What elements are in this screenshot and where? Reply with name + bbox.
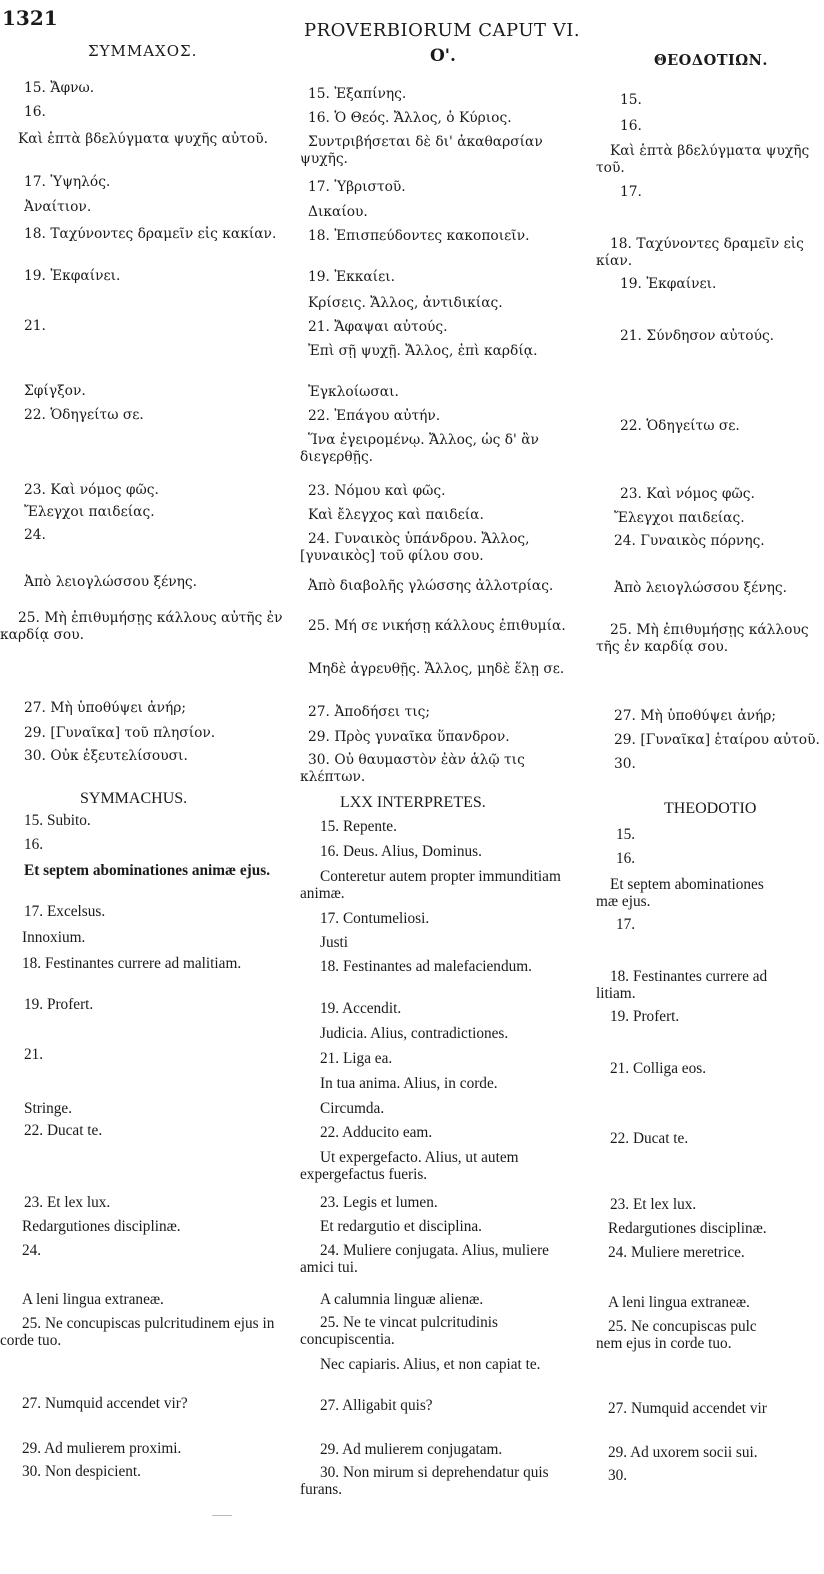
text-line: 23. Legis et lumen. (320, 1194, 438, 1211)
text-line: 15. Repente. (320, 818, 397, 835)
text-line: 17. Ὑψηλός. (24, 174, 111, 190)
text-line: Ἐπὶ σῇ ψυχῇ. Ἄλλος, ἐπὶ καρδίᾳ. (308, 343, 538, 359)
text-line: 22. Ducat te. (610, 1130, 689, 1147)
text-line: 21. (24, 318, 46, 334)
text-line: 15. (616, 826, 636, 843)
text-line: 17. Contumeliosi. (320, 910, 430, 927)
text-line: 23. Et lex lux. (24, 1194, 111, 1211)
text-line: Συντριβήσεται δὲ δι' ἀκαθαρσίαν ψυχῆς. (300, 134, 543, 167)
text-line: 22. Ὁδηγείτω σε. (24, 407, 144, 423)
text-line: A leni lingua extraneæ. (608, 1294, 750, 1311)
text-line: 23. Καὶ νόμος φῶς. (24, 482, 159, 498)
text-line: 21. Colliga eos. (610, 1060, 707, 1077)
text-line: Ἀπὸ λειογλώσσου ξένης. (24, 574, 197, 590)
text-line: 23. Καὶ νόμος φῶς. (620, 486, 755, 502)
text-line: 27. Alligabit quis? (320, 1397, 433, 1414)
text-line: Et septem abominationes (610, 876, 764, 893)
text-line: 24. Muliere conjugata. Alius, muliere amici tui. (300, 1242, 549, 1276)
text-line: 23. Et lex lux. (610, 1196, 697, 1213)
text-line: κίαν. (596, 253, 633, 269)
text-line: 24. Muliere meretrice. (608, 1244, 745, 1261)
text-line: 25. Μὴ ἐπιθυμήσῃς κάλλους (610, 622, 809, 638)
column-symmachus (0, 0, 290, 1574)
text-line: 30. Non despicient. (22, 1463, 141, 1480)
text-line: 15. Ἐξαπίνης. (308, 86, 407, 102)
text-line: Ut expergefacto. Alius, ut autem expergefactus fueris. (300, 1149, 519, 1183)
text-line: A leni lingua extraneæ. (22, 1291, 164, 1308)
text-line: Circumda. (320, 1100, 385, 1117)
column-septuagint (300, 0, 585, 1574)
text-line: 18. Festinantes ad malefaciendum. (320, 958, 532, 975)
text-line: 27. Μὴ ὑποθύψει ἀνήρ; (24, 700, 187, 716)
text-line: litiam. (596, 985, 636, 1002)
text-line: 17. Excelsus. (24, 903, 106, 920)
text-line: 25. Ne concupiscas pulcritudinem ejus in corde tuo. (0, 1315, 275, 1349)
text-line: Δικαίου. (308, 204, 368, 220)
text-line: 27. Ἀποδήσει τις; (308, 704, 431, 720)
text-line: 27. Μὴ ὑποθύψει ἀνήρ; (614, 708, 777, 724)
text-line: 18. Ταχύνοντες δραμεῖν εἰς κακίαν. (24, 226, 277, 242)
text-line: Ἀπὸ λειογλώσσου ξένης. (614, 580, 787, 596)
text-line: Nec capiaris. Alius, et non capiat te. (320, 1356, 541, 1373)
text-line: 15. (620, 92, 642, 108)
text-line: 21. Liga ea. (320, 1050, 393, 1067)
text-line: 22. Ἐπάγου αὐτήν. (308, 408, 441, 424)
text-line: In tua anima. Alius, in corde. (320, 1075, 498, 1092)
text-line: 30. (608, 1467, 628, 1484)
text-line: 25. Μή σε νικήσῃ κάλλους ἐπιθυμία. (308, 618, 566, 634)
running-title: PROVERBIORUM CAPUT VI. (304, 20, 581, 41)
text-line: Μηδὲ ἀγρευθῇς. Ἄλλος, μηδὲ ἕλῃ σε. (308, 661, 565, 677)
text-line: 22. Ὁδηγείτω σε. (620, 418, 740, 434)
text-line: Ἔλεγχοι παιδείας. (24, 504, 155, 520)
text-line: Stringe. (24, 1100, 73, 1117)
text-line: 19. Profert. (24, 996, 94, 1013)
column-heading-latin: SYMMACHUS. (80, 790, 188, 807)
text-line: 19. Accendit. (320, 1000, 402, 1017)
text-line: Ἐγκλοίωσαι. (308, 384, 399, 400)
text-line: 24. Γυναικὸς ὑπάνδρου. Ἄλλος, [γυναικὸς] τοῦ φίλου σου. (300, 531, 530, 564)
text-line: 17. (616, 916, 636, 933)
text-line: τῆς ἐν καρδίᾳ σου. (596, 639, 729, 655)
text-line: 15. Ἄφνω. (24, 80, 95, 96)
text-line: 16. (616, 850, 636, 867)
text-line: 21. (24, 1046, 44, 1063)
text-line: 18. Ἐπισπεύδοντες κακοποιεῖν. (308, 228, 530, 244)
text-line: Ἀναίτιον. (24, 199, 92, 215)
text-line: 29. [Γυναῖκα] ἑταίρου αὐτοῦ. (614, 732, 820, 748)
text-line: 16. (24, 836, 44, 853)
text-line: 16. (620, 118, 642, 134)
text-line: 17. Ὑβριστοῦ. (308, 179, 406, 195)
text-line: 19. Profert. (610, 1008, 680, 1025)
text-line: 21. Σύνδησον αὐτούς. (620, 328, 775, 344)
text-line: 23. Νόμου καὶ φῶς. (308, 483, 446, 499)
text-line: 29. Πρὸς γυναῖκα ὕπανδρον. (308, 729, 510, 745)
text-line: 15. Subito. (24, 812, 91, 829)
text-line: 17. (620, 184, 642, 200)
text-line: Redargutiones disciplinæ. (22, 1218, 181, 1235)
text-line: Et septem abominationes animæ ejus. (24, 862, 271, 879)
text-line: 30. (614, 756, 636, 772)
text-line: 16. Deus. Alius, Dominus. (320, 843, 482, 860)
text-line: 19. Ἐκφαίνει. (24, 268, 121, 284)
text-line: Καὶ ἑπτὰ βδελύγματα ψυχῆς (610, 143, 810, 159)
text-line: 24. (24, 527, 46, 543)
text-line: 22. Adducito eam. (320, 1124, 433, 1141)
text-line: 24. (22, 1242, 42, 1259)
text-line: Καὶ ἑπτὰ βδελύγματα ψυχῆς αὐτοῦ. (18, 131, 269, 147)
text-line: 30. Οὐκ ἐξευτελίσουσι. (24, 748, 188, 764)
text-line: Ἔλεγχοι παιδείας. (614, 510, 745, 526)
text-line: Innoxium. (22, 929, 86, 946)
text-line: Redargutiones disciplinæ. (608, 1220, 767, 1237)
text-line: Justi (320, 934, 349, 951)
text-line: 21. Ἄφαψαι αὐτούς. (308, 319, 448, 335)
text-line: 29. Ad mulierem conjugatam. (320, 1441, 503, 1458)
footer-mark (212, 1515, 232, 1516)
text-line: 30. Non mirum si deprehendatur quis furans. (300, 1464, 549, 1498)
text-line: 29. [Γυναῖκα] τοῦ πλησίον. (24, 725, 216, 741)
text-line: 29. Ad uxorem socii sui. (608, 1444, 758, 1461)
text-line: 18. Festinantes currere ad (610, 968, 768, 985)
text-line: Et redargutio et disciplina. (320, 1218, 482, 1235)
text-line: Conteretur autem propter immunditiam animæ. (300, 868, 561, 902)
text-line: Ἀπὸ διαβολῆς γλώσσης ἀλλοτρίας. (308, 578, 554, 594)
text-line: 18. Festinantes currere ad malitiam. (22, 955, 242, 972)
text-line: Ἵνα ἐγειρομένῳ. Ἄλλος, ὡς δ' ἂν διεγερθῇς. (300, 432, 539, 465)
text-line: 18. Ταχύνοντες δραμεῖν εἰς (610, 236, 804, 252)
text-line: 29. Ad mulierem proximi. (22, 1440, 182, 1457)
text-line: 30. Οὐ θαυμαστὸν ἐὰν ἁλῷ τις κλέπτων. (300, 752, 525, 785)
text-line: 16. (24, 104, 46, 120)
column-heading-greek: ΣΥΜΜΑΧΟΣ. (88, 42, 198, 60)
text-line: Judicia. Alius, contradictiones. (320, 1025, 509, 1042)
text-line: Καὶ ἔλεγχος καὶ παιδεία. (308, 507, 484, 523)
column-heading-greek: ΘΕΟΔΟΤΙΩΝ. (654, 52, 768, 69)
text-line: 25. Ne te vincat pulcritudinis concupiscentia. (300, 1314, 498, 1348)
text-line: Σφίγξον. (24, 383, 86, 399)
column-heading-latin: LXX INTERPRETES. (340, 794, 486, 811)
column-heading-latin: THEODOTIO (664, 800, 757, 817)
text-line: τοῦ. (596, 160, 625, 176)
text-line: 16. Ὁ Θεός. Ἄλλος, ὁ Κύριος. (308, 110, 512, 126)
page-number: 1321 (2, 6, 58, 30)
text-line: 19. Ἐκφαίνει. (620, 276, 717, 292)
text-line: 22. Ducat te. (24, 1122, 103, 1139)
column-theodotion (596, 0, 824, 1574)
text-line: 24. Γυναικὸς πόρνης. (614, 533, 765, 549)
column-heading-greek: Ο'. (430, 46, 456, 66)
text-line: Κρίσεις. Ἄλλος, ἀντιδικίας. (308, 295, 503, 311)
text-line: mæ ejus. (596, 893, 651, 910)
text-line: 25. Μὴ ἐπιθυμήσῃς κάλλους αὐτῆς ἐν καρδίᾳ σου. (0, 610, 283, 643)
text-line: 19. Ἐκκαίει. (308, 269, 396, 285)
text-line: A calumnia linguæ alienæ. (320, 1291, 484, 1308)
text-line: 27. Numquid accendet vir (608, 1400, 767, 1417)
text-line: 27. Numquid accendet vir? (22, 1395, 188, 1412)
text-line: nem ejus in corde tuo. (596, 1335, 732, 1352)
text-line: 25. Ne concupiscas pulc (608, 1318, 757, 1335)
